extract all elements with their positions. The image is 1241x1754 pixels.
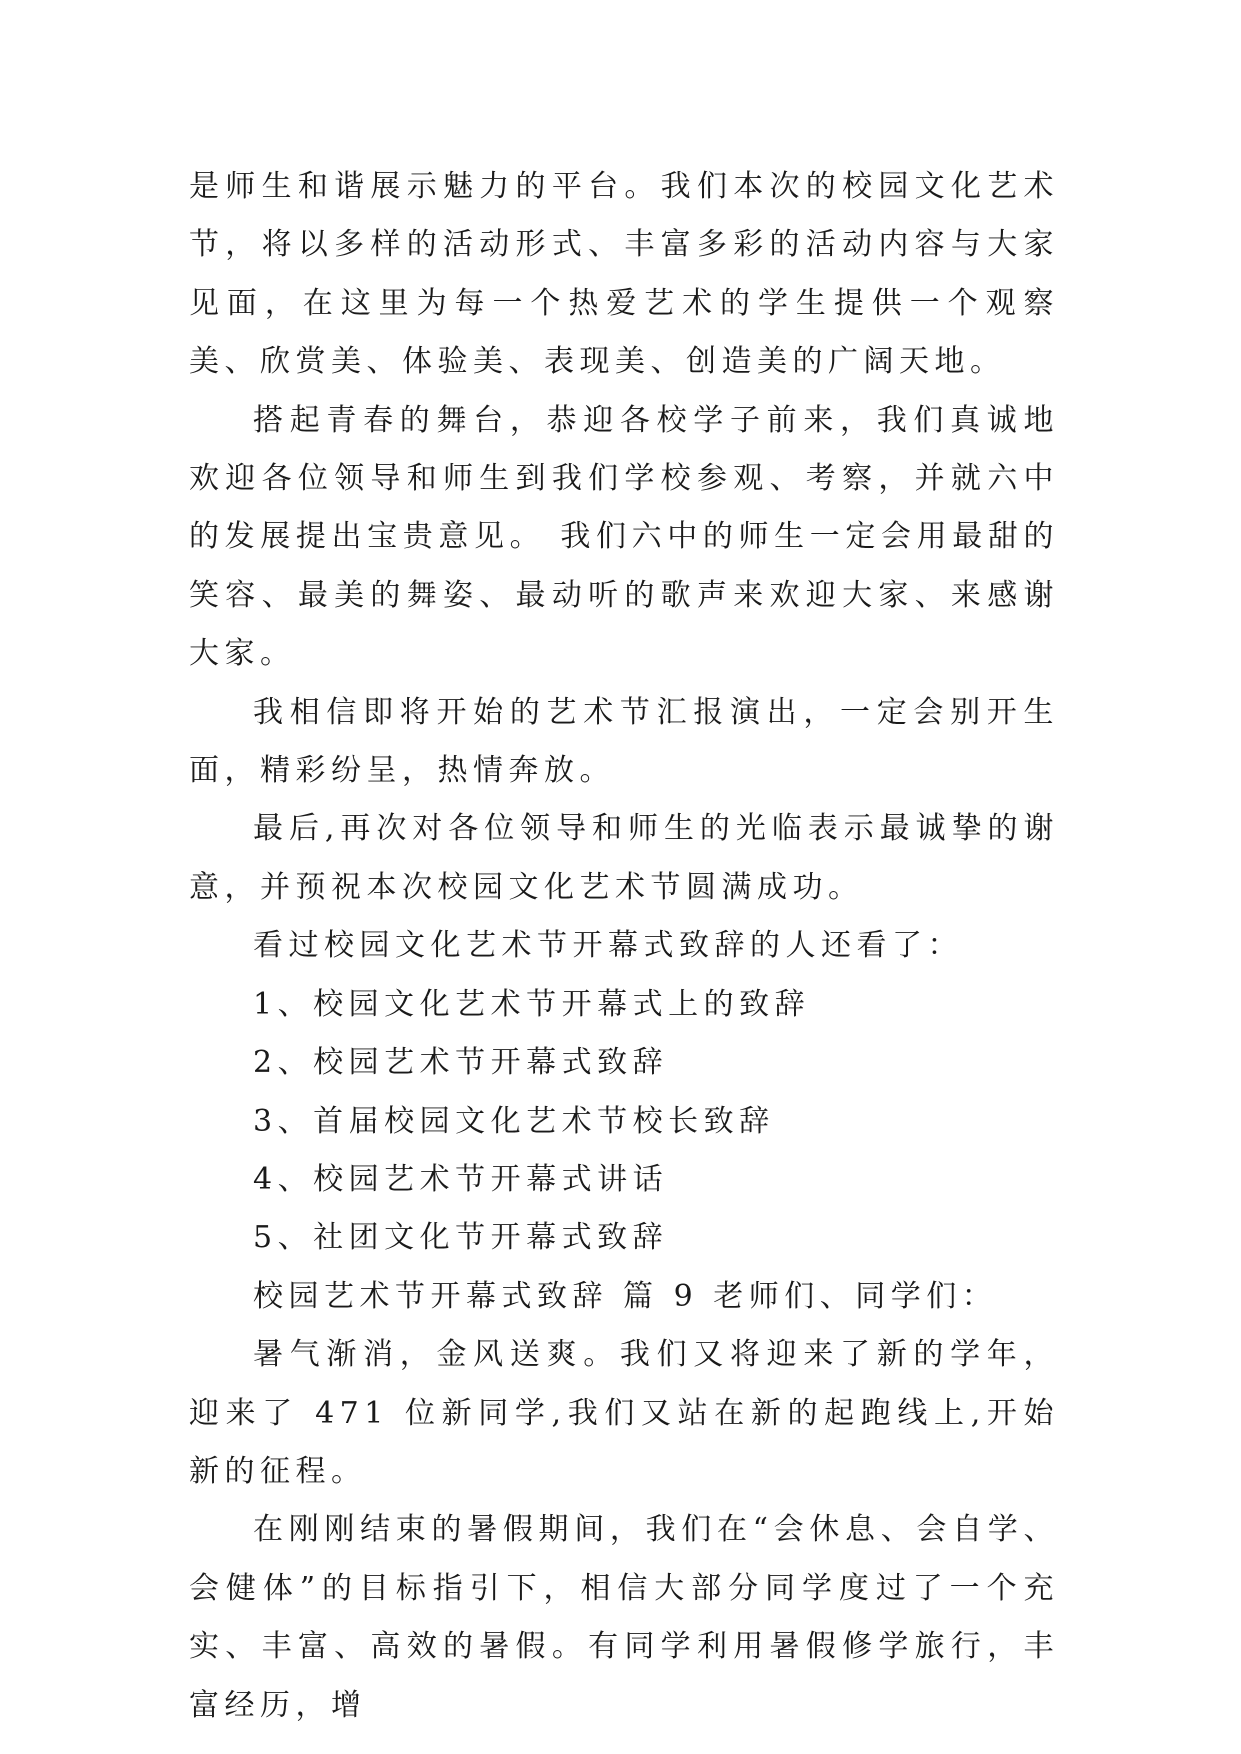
paragraph: 在刚刚结束的暑假期间，我们在“会休息、会自学、会健体”的目标指引下，相信大部分同学度过了一个充实、丰富、高效的暑假。有同学利用暑假修学旅行，丰富经历，增: [189, 1512, 1059, 1723]
paragraph: 最后,再次对各位领导和师生的光临表示最诚挚的谢意，并预祝本次校园文化艺术节圆满成功。: [189, 811, 1059, 905]
related-item: 1、校园文化艺术节开幕式上的致辞: [253, 986, 811, 1022]
paragraph: 是师生和谐展示魅力的平台。我们本次的校园文化艺术节，将以多样的活动形式、丰富多彩的活动内容与大家见面，在这里为每一个热爱艺术的学生提供一个观察美、欣赏美、体验美、表现美、创造美的广阔天地。: [189, 169, 1059, 380]
paragraph: 搭起青春的舞台，恭迎各校学子前来，我们真诚地欢迎各位领导和师生到我们学校参观、考察，并就六中的发展提出宝贵意见。 我们六中的师生一定会用最甜的笑容、最美的舞姿、最动听的歌声来欢迎大家、来感谢大家。: [189, 402, 1059, 672]
related-item: 5、社团文化节开幕式致辞: [253, 1220, 669, 1256]
document-body: [189, 158, 1059, 1735]
section-heading: 校园艺术节开幕式致辞 篇 9 老师们、同学们：: [253, 1278, 998, 1314]
related-item: 4、校园艺术节开幕式讲话: [253, 1161, 669, 1197]
paragraph: 暑气渐消，金风送爽。我们又将迎来了新的学年，迎来了 471 位新同学,我们又站在新的起跑线上,开始新的征程。: [189, 1337, 1059, 1489]
related-item: 2、校园艺术节开幕式致辞: [253, 1045, 669, 1081]
related-item: 3、首届校园文化艺术节校长致辞: [253, 1103, 775, 1139]
paragraph: 我相信即将开始的艺术节汇报演出，一定会别开生面，精彩纷呈，热情奔放。: [189, 694, 1059, 789]
related-heading: 看过校园文化艺术节开幕式致辞的人还看了：: [253, 928, 963, 964]
